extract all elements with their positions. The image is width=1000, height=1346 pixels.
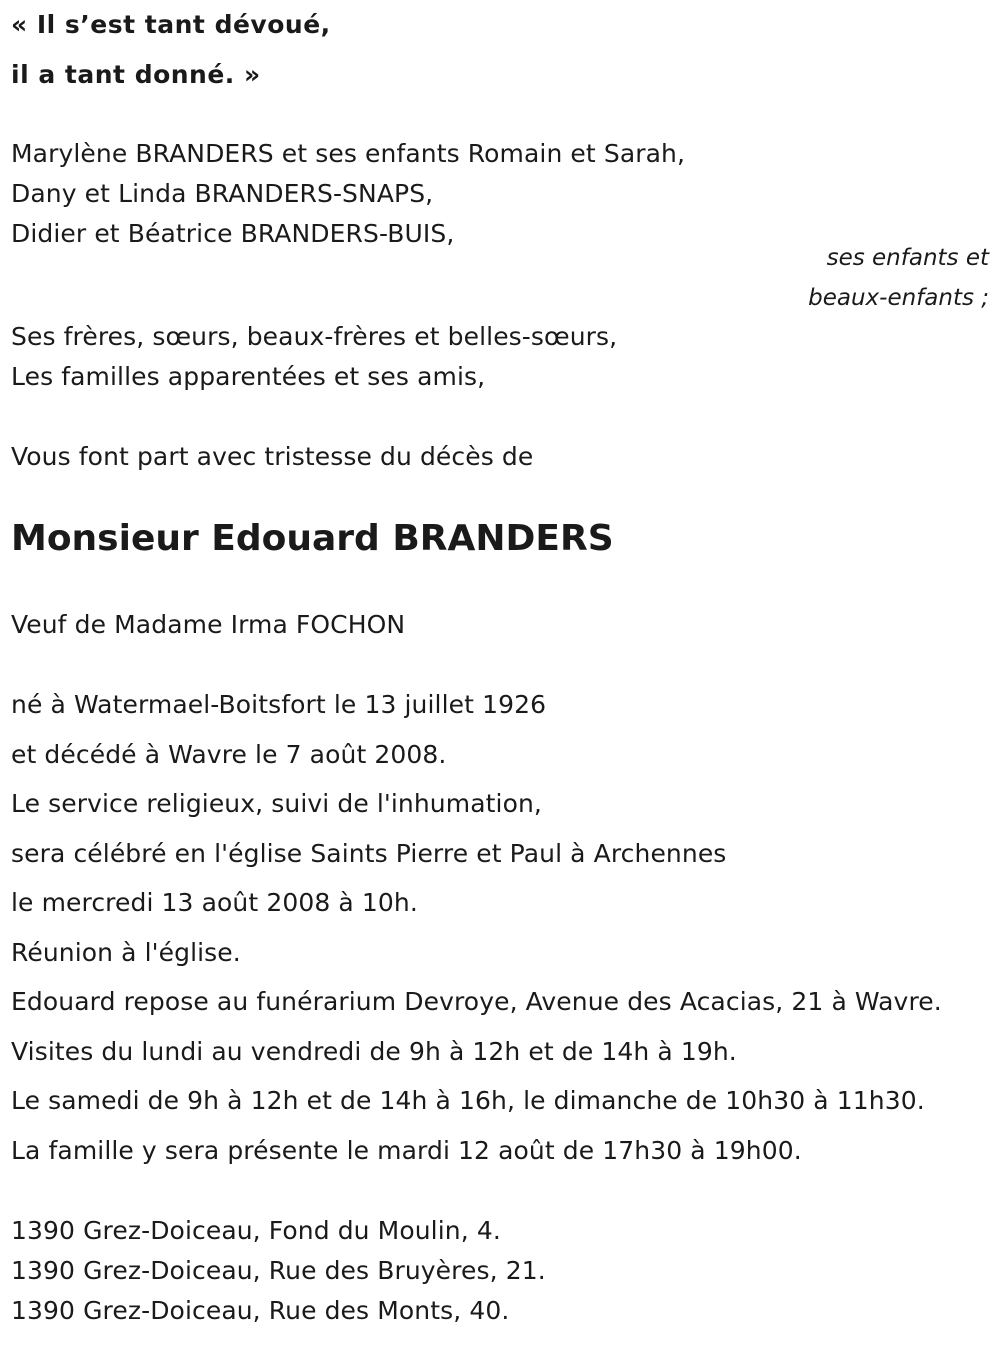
- widower-line: Veuf de Madame Irma FOCHON: [11, 610, 406, 639]
- deceased-name: Monsieur Edouard BRANDERS: [11, 518, 614, 559]
- family-line-3: Didier et Béatrice BRANDERS-BUIS,: [11, 219, 455, 248]
- quote-line-2: il a tant donné. »: [11, 60, 261, 89]
- detail-line-6: Réunion à l'église.: [11, 938, 241, 967]
- detail-line-1: né à Watermael-Boitsfort le 13 juillet 1926: [11, 690, 547, 719]
- family-line-5: Les familles apparentées et ses amis,: [11, 362, 486, 391]
- family-line-4: Ses frères, sœurs, beaux-frères et belles-sœurs,: [11, 322, 618, 351]
- family-line-1: Marylène BRANDERS et ses enfants Romain et Sarah,: [11, 139, 686, 168]
- quote-line-1: « Il s’est tant dévoué,: [11, 10, 331, 39]
- family-role-line-1: ses enfants et: [826, 245, 989, 271]
- detail-line-9: Le samedi de 9h à 12h et de 14h à 16h, le dimanche de 10h30 à 11h30.: [11, 1086, 925, 1115]
- detail-line-4: sera célébré en l'église Saints Pierre et Paul à Archennes: [11, 839, 727, 868]
- family-line-2: Dany et Linda BRANDERS-SNAPS,: [11, 179, 434, 208]
- family-role-line-2: beaux-enfants ;: [808, 285, 989, 311]
- detail-line-8: Visites du lundi au vendredi de 9h à 12h et de 14h à 19h.: [11, 1037, 737, 1066]
- detail-line-10: La famille y sera présente le mardi 12 août de 17h30 à 19h00.: [11, 1136, 802, 1165]
- address-line-3: 1390 Grez-Doiceau, Rue des Monts, 40.: [11, 1296, 510, 1325]
- detail-line-3: Le service religieux, suivi de l'inhumation,: [11, 789, 542, 818]
- address-line-2: 1390 Grez-Doiceau, Rue des Bruyères, 21.: [11, 1256, 546, 1285]
- detail-line-2: et décédé à Wavre le 7 août 2008.: [11, 740, 447, 769]
- announcement: Vous font part avec tristesse du décès de: [11, 442, 534, 471]
- address-line-1: 1390 Grez-Doiceau, Fond du Moulin, 4.: [11, 1216, 501, 1245]
- detail-line-5: le mercredi 13 août 2008 à 10h.: [11, 888, 418, 917]
- detail-line-7: Edouard repose au funérarium Devroye, Avenue des Acacias, 21 à Wavre.: [11, 987, 942, 1016]
